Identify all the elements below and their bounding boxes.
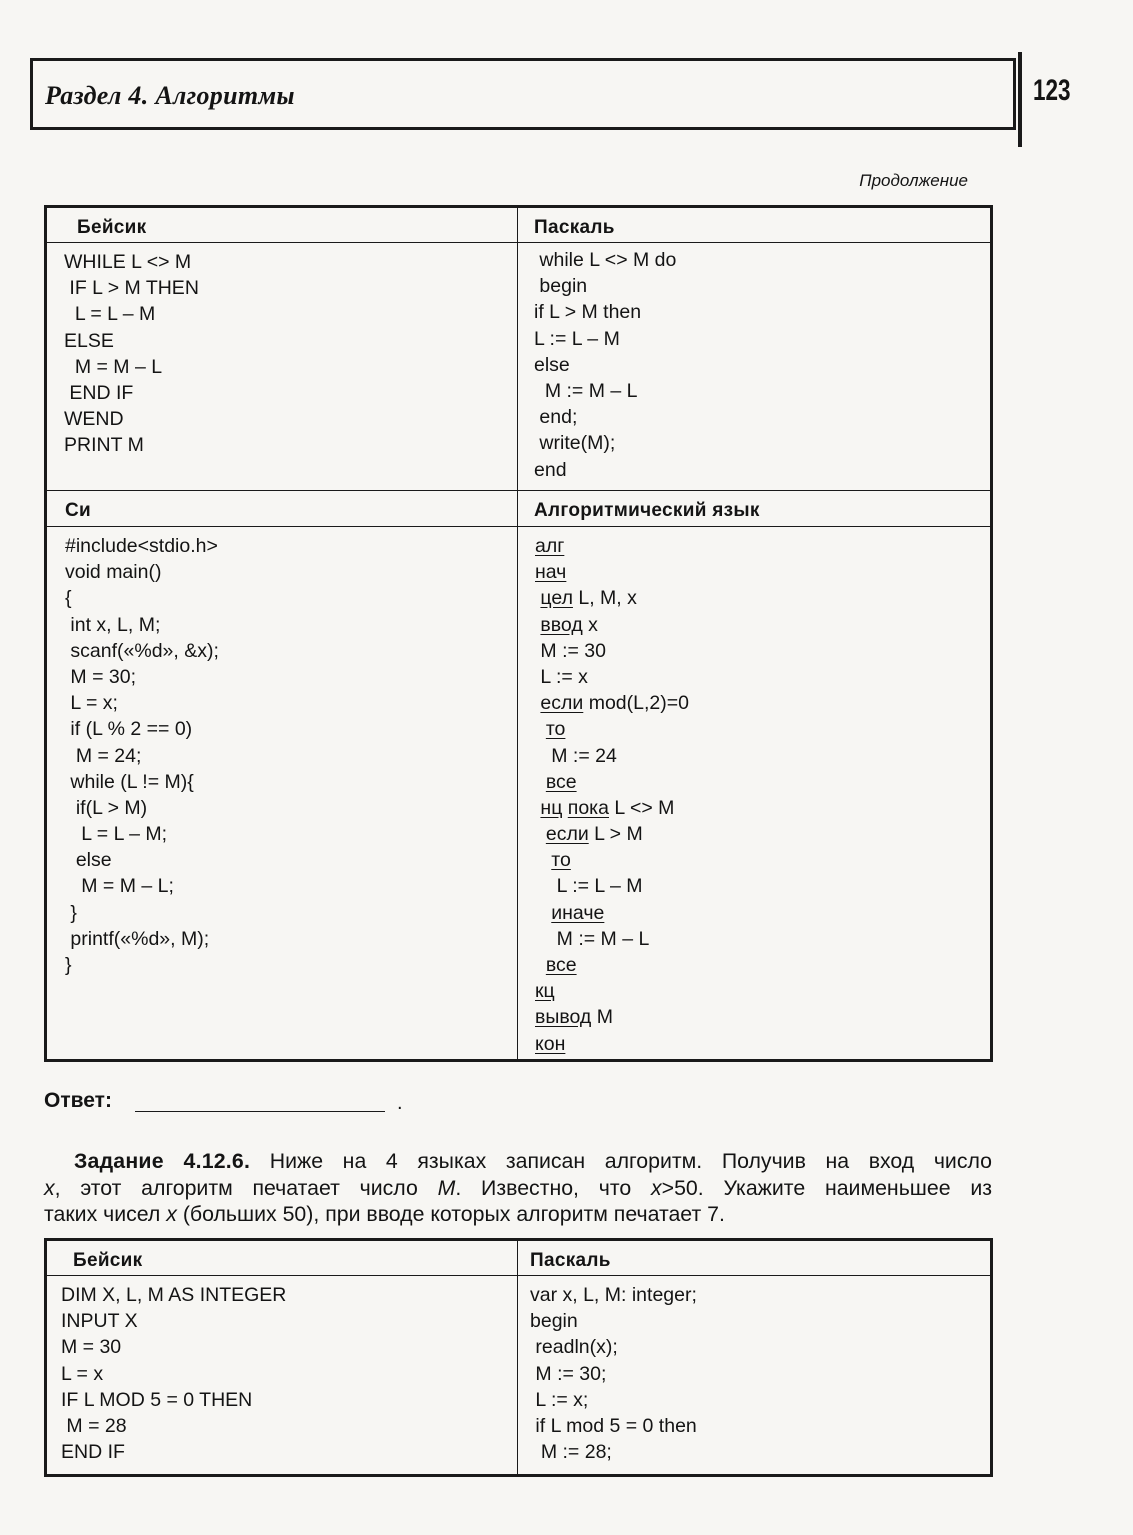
keyword: цел <box>540 587 573 610</box>
code-line: M := 28; <box>530 1441 612 1464</box>
task-text: таких чисел <box>44 1202 167 1226</box>
code-line <box>535 821 990 847</box>
code-line: else <box>65 849 112 872</box>
code-line: M = 30 <box>61 1336 122 1359</box>
code-line: else <box>534 353 570 376</box>
keyword: вывод <box>535 1006 592 1029</box>
c-header: Си <box>46 491 518 527</box>
code-line <box>535 873 990 899</box>
code-line: var x, L, M: integer; <box>530 1284 697 1306</box>
code-line: INPUT X <box>61 1310 138 1333</box>
keyword: кон <box>535 1032 566 1055</box>
code-line: M = 24; <box>65 744 142 767</box>
task-text: . Известно, что <box>455 1175 651 1200</box>
code-line: M = 28 <box>61 1414 127 1437</box>
code-line: WEND <box>64 408 124 431</box>
code-line: while (L != M){ <box>65 770 194 793</box>
task-text: M <box>437 1175 456 1200</box>
answer-dot: . <box>397 1092 403 1114</box>
header-vertical-rule <box>1018 52 1022 147</box>
basic-code-cell-2 <box>46 1276 518 1476</box>
code-line: L = L – M; <box>65 823 168 846</box>
keyword: нц <box>540 796 563 819</box>
code-line: printf(«%d», M); <box>65 927 210 950</box>
keyword: ввод <box>540 613 583 636</box>
task-text: x <box>44 1175 55 1200</box>
code-line: if L mod 5 = 0 then <box>530 1414 697 1437</box>
code-line <box>535 952 990 978</box>
code-line: DIM X, L, M AS INTEGER <box>61 1284 287 1306</box>
code-line: while L <> M do <box>534 249 677 271</box>
code-line: L = L – M <box>64 303 156 326</box>
code-line: L = x; <box>65 692 118 715</box>
code-line: WHILE L <> M <box>64 251 192 273</box>
code-line <box>535 716 990 742</box>
code-text: M <box>591 1006 613 1029</box>
code-text: L > M <box>588 823 643 846</box>
task-statement <box>44 1148 992 1228</box>
code-text: M := M – L <box>535 927 650 950</box>
code-line: begin <box>534 275 588 298</box>
code-text: L, M, x <box>572 587 637 610</box>
code-line <box>535 900 990 926</box>
code-line: end; <box>534 406 578 429</box>
code-line <box>535 795 990 821</box>
code-text <box>535 718 546 740</box>
code-line: IF L MOD 5 = 0 THEN <box>61 1388 253 1411</box>
task-line <box>44 1175 992 1202</box>
keyword: то <box>545 718 566 741</box>
keyword: то <box>551 849 571 872</box>
basic-header: Бейсик <box>46 207 518 243</box>
code-line: } <box>65 901 77 924</box>
code-line: M = M – L; <box>65 875 174 898</box>
code-line: if L > M then <box>534 301 642 324</box>
code-line <box>535 769 990 795</box>
answer-blank-line <box>135 1111 385 1112</box>
task-text: x <box>650 1175 662 1200</box>
code-text <box>535 902 551 924</box>
code-line <box>535 533 990 559</box>
code-line: { <box>65 587 72 610</box>
code-line: M = M – L <box>64 355 163 378</box>
keyword: нач <box>535 561 567 584</box>
code-line: readln(x); <box>530 1336 618 1359</box>
pascal-header-2: Паскаль <box>518 1240 992 1276</box>
code-line: write(M); <box>534 432 616 455</box>
code-line <box>535 612 990 638</box>
code-table-2 <box>44 1238 993 1477</box>
code-line <box>535 847 990 873</box>
code-text: M := 30 <box>535 639 606 662</box>
task-text: (больших 50), при вводе которых алгоритм печатает 7. <box>176 1202 725 1226</box>
code-line: scanf(«%d», &x); <box>65 639 219 662</box>
code-line <box>535 978 990 1004</box>
code-text: L := L – M <box>535 875 643 898</box>
code-text: L <> M <box>609 796 675 819</box>
task-text: Ниже на 4 языках записан алгоритм. Получив на вход число <box>250 1149 992 1173</box>
code-line: int x, L, M; <box>65 613 161 636</box>
basic-code-cell <box>46 243 518 491</box>
code-line: end <box>534 458 567 481</box>
code-line: L := x; <box>530 1388 589 1411</box>
answer-label: Ответ: <box>44 1089 112 1112</box>
code-text <box>535 849 551 871</box>
code-line: IF L > M THEN <box>64 277 199 300</box>
code-line: L := L – M <box>534 327 620 350</box>
code-line: void main() <box>65 561 162 584</box>
code-table-1 <box>44 205 993 1062</box>
code-text <box>535 771 546 793</box>
task-text: >50. Укажите наименьшее из <box>661 1175 992 1200</box>
keyword: все <box>545 954 577 976</box>
code-line: PRINT M <box>64 434 144 457</box>
code-line: } <box>65 954 72 976</box>
c-code-cell <box>46 527 518 1061</box>
code-line <box>535 664 990 690</box>
code-line <box>535 690 990 716</box>
task-line <box>44 1201 992 1228</box>
keyword: если <box>545 823 589 846</box>
code-line <box>535 559 990 585</box>
code-line <box>535 638 990 664</box>
code-line <box>535 926 990 952</box>
keyword: если <box>540 692 584 715</box>
algo-code-cell <box>518 527 992 1061</box>
pascal-header: Паскаль <box>518 207 992 243</box>
section-header-box <box>30 58 1016 130</box>
code-line: #include<stdio.h> <box>65 535 218 557</box>
code-line: END IF <box>64 381 134 404</box>
keyword: пока <box>567 796 609 819</box>
code-line: L = x <box>61 1362 104 1385</box>
code-text <box>535 954 546 976</box>
basic-header-2: Бейсик <box>46 1240 518 1276</box>
code-text: x <box>582 613 598 636</box>
code-text <box>535 823 546 845</box>
algo-header: Алгоритмический язык <box>518 491 992 527</box>
section-title: Раздел 4. Алгоритмы <box>45 81 295 110</box>
task-number: Задание 4.12.6. <box>74 1149 251 1173</box>
code-text: mod(L,2)=0 <box>583 692 689 715</box>
continuation-label: Продолжение <box>859 171 968 190</box>
code-line: ELSE <box>64 329 114 352</box>
code-line: M = 30; <box>65 665 136 688</box>
pascal-code-cell-2 <box>518 1276 992 1476</box>
code-line <box>535 1004 990 1030</box>
keyword: алг <box>535 535 565 557</box>
code-line: M := M – L <box>534 379 638 402</box>
code-line <box>535 743 990 769</box>
code-line: begin <box>530 1310 578 1333</box>
keyword: иначе <box>551 901 605 924</box>
keyword: кц <box>535 980 555 1003</box>
task-line <box>44 1148 992 1175</box>
code-text: M := 24 <box>535 744 617 767</box>
code-line <box>535 1031 990 1057</box>
page-number: 123 <box>1033 74 1071 107</box>
task-text: x <box>166 1202 177 1226</box>
code-text: L := x <box>535 665 588 688</box>
pascal-code-cell <box>518 243 992 491</box>
code-line: END IF <box>61 1441 125 1464</box>
task-text: , этот алгоритм печатает число <box>54 1175 438 1200</box>
code-line <box>535 585 990 611</box>
code-line: M := 30; <box>530 1362 607 1385</box>
code-line: if(L > M) <box>65 796 148 819</box>
keyword: все <box>545 770 577 793</box>
code-line: if (L % 2 == 0) <box>65 718 193 741</box>
